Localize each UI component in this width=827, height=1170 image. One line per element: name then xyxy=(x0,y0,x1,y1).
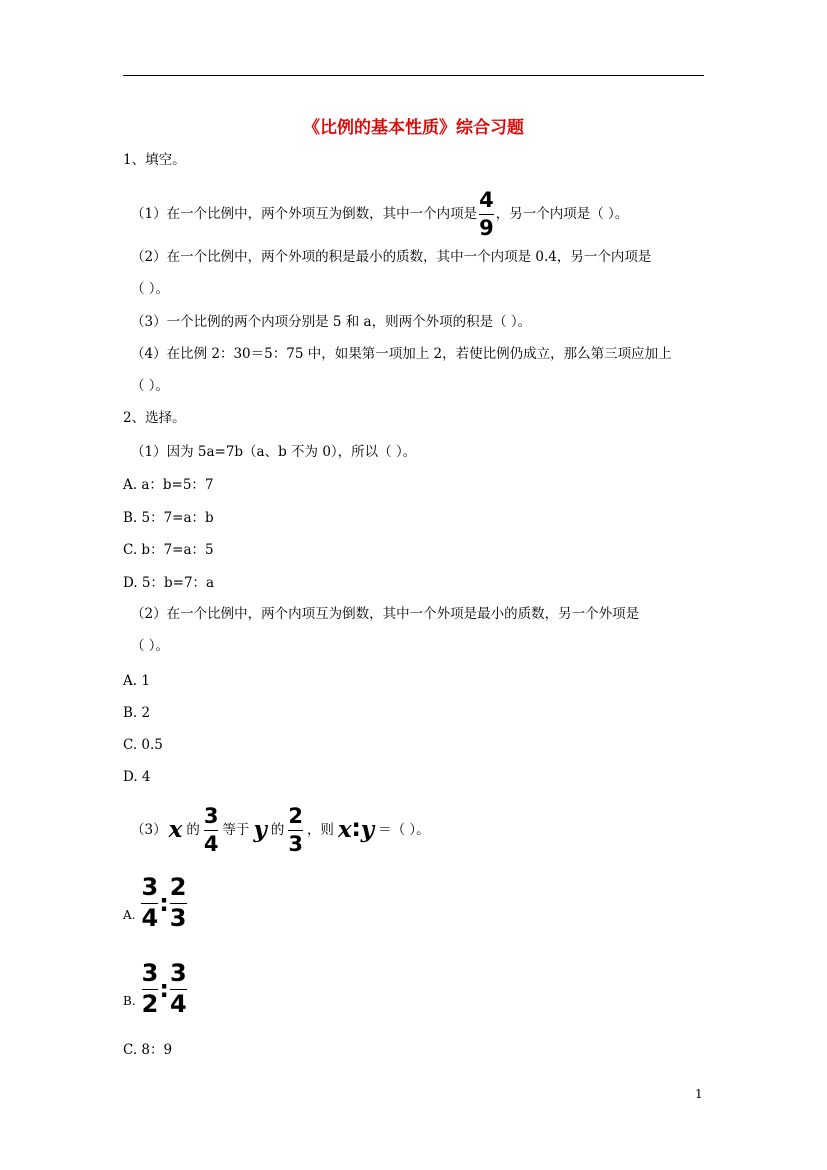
q2-3-option-c: C. 8：9 xyxy=(123,1042,173,1058)
header-rule xyxy=(123,75,704,76)
q2-2-option-a: A. 1 xyxy=(123,673,150,689)
ratio-colon: : xyxy=(159,889,169,917)
option-label: B. xyxy=(123,994,136,1008)
fraction-bar xyxy=(479,214,494,215)
q2-1-option-c: C. b：7=a：5 xyxy=(123,542,214,558)
fraction-numerator: 3 xyxy=(141,873,159,902)
fraction-2-3 xyxy=(170,875,187,930)
q1-1-before: （1）在一个比例中，两个外项互为倒数，其中一个内项是 xyxy=(131,206,478,222)
fraction-3-4 xyxy=(170,961,187,1016)
q2-1-option-a: A. a：b=5：7 xyxy=(123,477,214,493)
variable-y: y xyxy=(360,816,375,843)
fraction-numerator: 3 xyxy=(203,804,219,829)
fraction-numerator: 3 xyxy=(169,959,187,988)
document-title: 《比例的基本性质》综合习题 xyxy=(303,118,524,138)
fraction-denominator: 2 xyxy=(141,989,159,1018)
q2-3-de1: 的 xyxy=(186,822,200,838)
fraction-numerator: 2 xyxy=(288,804,303,829)
question-1-4-line2: （ ）。 xyxy=(131,378,170,394)
fraction-numerator: 3 xyxy=(141,959,159,988)
q2-2-option-d: D. 4 xyxy=(123,769,151,785)
question-2-3 xyxy=(131,800,430,860)
q2-3-tail: ＝（ ）。 xyxy=(378,822,430,838)
question-2-1: （1）因为 5a=7b（a、b 不为 0），所以（ ）。 xyxy=(131,444,417,460)
question-2-2-line1: （2）在一个比例中，两个内项互为倒数，其中一个外项是最小的质数，另一个外项是 xyxy=(131,606,640,622)
q2-3-ze: ，则 xyxy=(306,822,334,838)
fraction-2-3 xyxy=(288,805,303,854)
fraction-4-9 xyxy=(479,189,494,238)
section-fill-blank: 1、填空。 xyxy=(123,152,186,168)
fraction-numerator: 2 xyxy=(169,873,187,902)
fraction-3-2 xyxy=(142,961,159,1016)
fraction-denominator: 9 xyxy=(479,215,494,240)
fraction-numerator: 4 xyxy=(479,188,494,213)
fraction-denominator: 4 xyxy=(203,831,219,856)
page-number: 1 xyxy=(695,1087,703,1101)
ratio-colon: : xyxy=(159,975,169,1003)
ratio-colon: ∶ xyxy=(352,816,360,844)
option-label: A. xyxy=(123,908,136,922)
fraction-bar xyxy=(204,830,219,831)
variable-y: y xyxy=(253,816,267,843)
fraction-denominator: 3 xyxy=(169,903,187,932)
q2-3-option-b xyxy=(123,954,187,1024)
q2-2-option-c: C. 0.5 xyxy=(123,737,163,753)
question-1-2-line1: （2）在一个比例中，两个外项的积是最小的质数，其中一个内项是 0.4，另一个内项是 xyxy=(131,249,652,265)
fraction-bar xyxy=(288,830,303,831)
fraction-denominator: 3 xyxy=(288,831,303,856)
question-1-1 xyxy=(131,190,628,238)
variable-x: x xyxy=(168,816,183,843)
q2-3-dengyu: 等于 xyxy=(222,822,250,838)
fraction-3-4 xyxy=(204,805,219,854)
fraction-3-4 xyxy=(141,875,158,930)
section-choice: 2、选择。 xyxy=(123,410,186,426)
fraction-denominator: 4 xyxy=(141,903,159,932)
q2-2-option-b: B. 2 xyxy=(123,705,151,721)
question-1-2-line2: （ ）。 xyxy=(131,281,170,297)
question-2-2-line2: （ ）。 xyxy=(131,638,170,654)
q2-3-prefix: （3） xyxy=(131,822,167,838)
q2-3-de2: 的 xyxy=(270,822,285,838)
q2-1-option-d: D. 5：b=7：a xyxy=(123,575,215,591)
question-1-4-line1: （4）在比例 2：30＝5：75 中，如果第一项加上 2，若使比例仍成立，那么第三项应加上 xyxy=(131,346,672,362)
q1-1-after: ，另一个内项是（ ）。 xyxy=(495,206,629,222)
q2-3-option-a xyxy=(123,868,187,938)
fraction-denominator: 4 xyxy=(169,989,187,1018)
question-1-3: （3）一个比例的两个内项分别是 5 和 a，则两个外项的积是（ ）。 xyxy=(131,314,532,330)
variable-x: x xyxy=(337,816,352,843)
q2-1-option-b: B. 5：7=a：b xyxy=(123,510,214,526)
